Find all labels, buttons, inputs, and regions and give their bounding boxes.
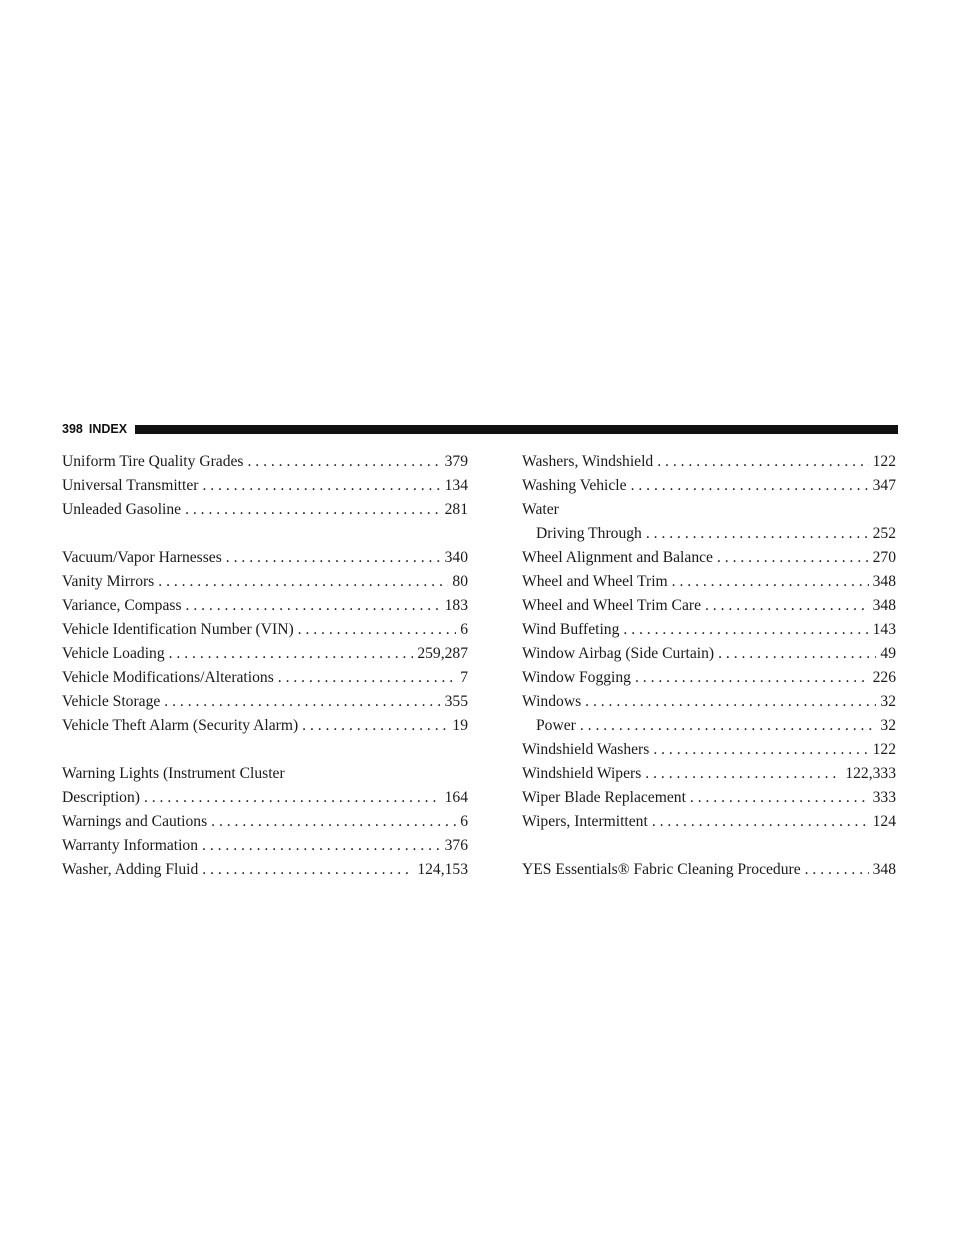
index-entry: Wiper Blade Replacement . . . 333 (522, 786, 896, 810)
index-entry: Universal Transmitter . . . 134 (62, 474, 468, 498)
page-number: 398 (62, 422, 83, 436)
index-entry: Unleaded Gasoline . . . 281 (62, 498, 468, 522)
page-header (62, 419, 898, 439)
index-entry: Vehicle Modifications/Alterations . . . 7 (62, 666, 468, 690)
index-entry: Wheel and Wheel Trim . . . 348 (522, 570, 896, 594)
header-rule (135, 425, 898, 434)
index-entry: Window Airbag (Side Curtain) . . . 49 (522, 642, 896, 666)
index-entry: Vehicle Loading . . . 259,287 (62, 642, 468, 666)
index-entry-heading: Warning Lights (Instrument Cluster (62, 765, 285, 782)
index-entry: Wind Buffeting . . . 143 (522, 618, 896, 642)
index-entry: Uniform Tire Quality Grades . . . 379 (62, 450, 468, 474)
index-entry: Vacuum/Vapor Harnesses . . . 340 (62, 546, 468, 570)
index-entry: Warnings and Cautions . . . 6 (62, 810, 468, 834)
index-entry: Window Fogging . . . 226 (522, 666, 896, 690)
index-entry: Windshield Wipers . . . 122,333 (522, 762, 896, 786)
index-entry: Variance, Compass . . . 183 (62, 594, 468, 618)
index-entry: Wheel and Wheel Trim Care . . . 348 (522, 594, 896, 618)
index-entry: Warranty Information . . . 376 (62, 834, 468, 858)
index-entry: Description) . . . 164 (62, 786, 468, 810)
index-entry: YES Essentials® Fabric Cleaning Procedure . . . 348 (522, 858, 896, 882)
index-column-left (62, 450, 468, 882)
index-entry: Vehicle Storage . . . 355 (62, 690, 468, 714)
index-entry: Vehicle Theft Alarm (Security Alarm) . . . 19 (62, 714, 468, 738)
index-entry: Washing Vehicle . . . 347 (522, 474, 896, 498)
index-entry: Vanity Mirrors . . . 80 (62, 570, 468, 594)
index-column-right (522, 450, 896, 882)
index-subentry: Driving Through . . . 252 (522, 522, 896, 546)
index-entry: Vehicle Identification Number (VIN) . . . 6 (62, 618, 468, 642)
index-entry: Washer, Adding Fluid . . . 124,153 (62, 858, 468, 882)
section-title: INDEX (88, 422, 128, 436)
index-entry: Washers, Windshield . . . 122 (522, 450, 896, 474)
index-entry: Windows . . . 32 (522, 690, 896, 714)
index-subentry: Power . . . 32 (522, 714, 896, 738)
index-entry-heading: Water (522, 501, 559, 518)
index-entry: Windshield Washers . . . 122 (522, 738, 896, 762)
index-entry: Wheel Alignment and Balance . . . 270 (522, 546, 896, 570)
index-entry: Wipers, Intermittent . . . 124 (522, 810, 896, 834)
